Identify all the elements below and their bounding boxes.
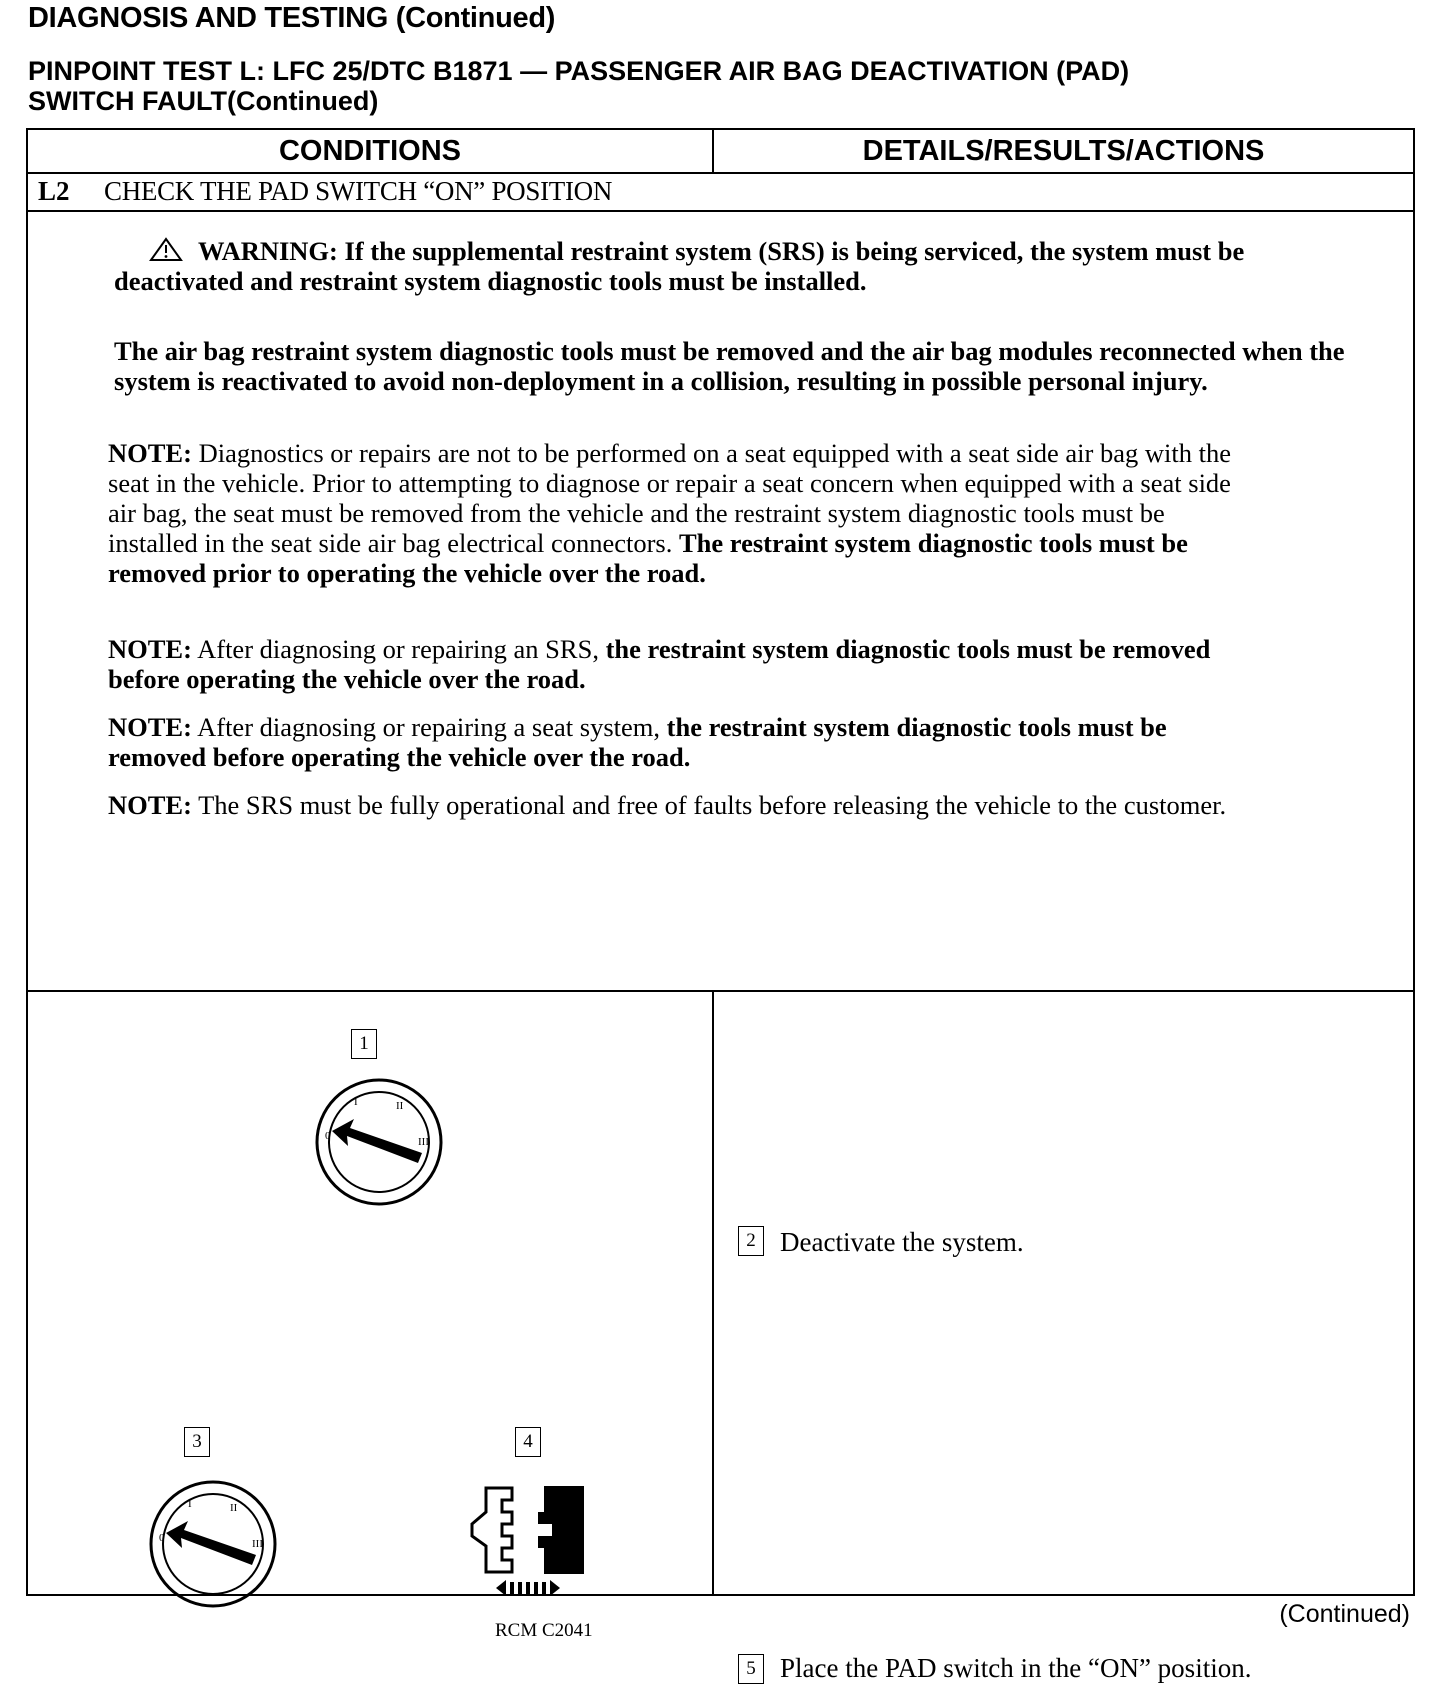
note-bold-text: the restraint system diagnostic tools must be removed before operating the vehicle over the road. (108, 634, 1211, 694)
warning-text-1: If the supplemental restraint system (SRS) is being serviced, the system must be deactivated and restraint system diagnostic tools must be installed. (114, 236, 1245, 296)
section-title: DIAGNOSIS AND TESTING (Continued) (28, 2, 556, 34)
ignition-switch-off-icon (314, 1077, 444, 1207)
continued-footer: (Continued) (1279, 1600, 1410, 1628)
connector-disconnect-icon (462, 1476, 622, 1602)
warning-triangle-icon (148, 236, 184, 262)
dial-mark-2: II (230, 1502, 238, 1514)
note-bold-text: The restraint system diagnostic tools must be removed prior to operating the vehicle over the road. (108, 528, 1188, 588)
callout-4: 4 (515, 1427, 541, 1457)
step-id: L2 (38, 176, 70, 206)
test-title-line-2: SWITCH FAULT(Continued) (28, 86, 379, 116)
dial-mark-3: III (418, 1136, 429, 1148)
test-title-line-1: PINPOINT TEST L: LFC 25/DTC B1871 — PASSENGER AIR BAG DEACTIVATION (PAD) (28, 56, 1130, 86)
step-title: CHECK THE PAD SWITCH “ON” POSITION (104, 176, 613, 206)
callout-3: 3 (184, 1427, 210, 1457)
note-label: NOTE: (108, 790, 192, 820)
note-bold-text: the restraint system diagnostic tools must be removed before operating the vehicle over the road. (108, 712, 1167, 772)
note-text: Diagnostics or repairs are not to be performed on a seat equipped with a seat side air bag with the seat in the vehicle. Prior to attempting to diagnose or repair a seat concern when equipped with a seat side air bag, the seat must be removed from the vehicle and the restraint system diagnostic tools must be installed in the seat side air bag electrical connectors. (108, 438, 1231, 558)
warnings-notes-block (28, 210, 1413, 992)
action-place-pad-switch: Place the PAD switch in the “ON” position. (780, 1653, 1252, 1683)
dial-mark-1: I (354, 1096, 358, 1108)
note-text: The SRS must be fully operational and free of faults before releasing the vehicle to the customer. (198, 790, 1227, 820)
note-4 (108, 790, 1248, 820)
note-text: After diagnosing or repairing an SRS, (197, 634, 599, 664)
ignition-switch-off-icon (148, 1479, 278, 1609)
column-divider (712, 992, 714, 1594)
dial-mark-0: 0 (159, 1532, 165, 1544)
action-deactivate-system: Deactivate the system. (780, 1227, 1024, 1257)
pinpoint-test-title (28, 56, 1408, 116)
callout-5: 5 (738, 1654, 764, 1684)
note-1 (108, 438, 1248, 588)
dial-mark-2: II (396, 1100, 404, 1112)
details-header: DETAILS/RESULTS/ACTIONS (862, 135, 1265, 167)
dial-mark-1: I (188, 1498, 192, 1510)
warning-text-2: The air bag restraint system diagnostic tools must be removed and the air bag modules reconnected when the system is reactivated to avoid non-deployment in a collision, resulting in possible personal injury. (114, 336, 1345, 396)
connector-label: RCM C2041 (495, 1620, 593, 1641)
dial-mark-3: III (252, 1538, 263, 1550)
callout-2: 2 (738, 1226, 764, 1256)
warning-label: WARNING: (198, 236, 338, 266)
note-label: NOTE: (108, 634, 192, 664)
note-label: NOTE: (108, 438, 192, 468)
note-2 (108, 634, 1248, 694)
note-text: After diagnosing or repairing a seat system, (197, 712, 660, 742)
table-header (28, 130, 1413, 174)
note-label: NOTE: (108, 712, 192, 742)
conditions-header: CONDITIONS (28, 130, 714, 172)
dial-mark-0: 0 (325, 1130, 331, 1142)
step-row (28, 172, 1413, 212)
callout-1: 1 (351, 1029, 377, 1059)
note-3 (108, 712, 1248, 772)
warning-paragraph (114, 236, 1374, 296)
